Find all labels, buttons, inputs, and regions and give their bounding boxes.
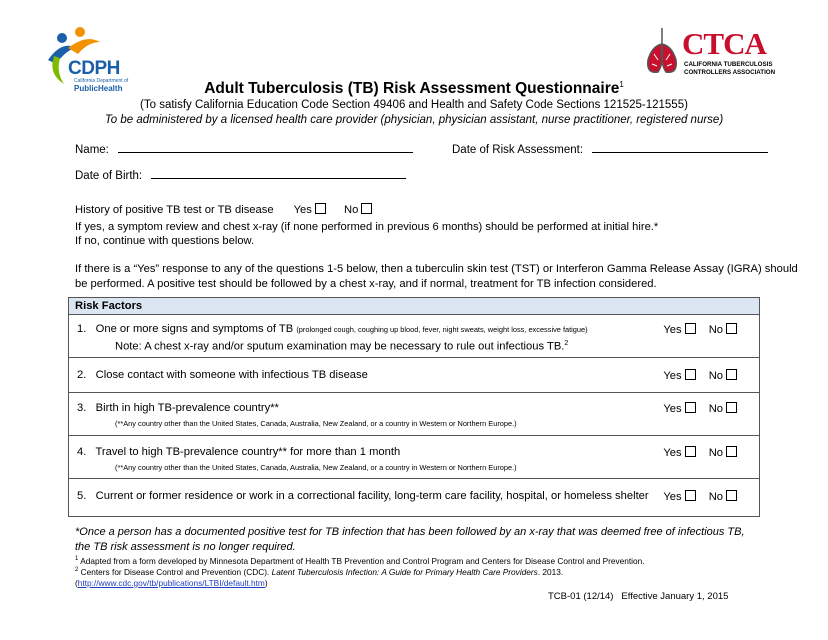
dob-input-line[interactable] [151, 167, 406, 179]
asterisk-note-line1: *Once a person has a documented positive test for TB infection that has been followed by an x-ray that was deemed free of infectious TB, [75, 526, 745, 538]
risk-row-4-no-checkbox[interactable] [726, 446, 737, 457]
risk-row-1-yes-label: Yes [663, 324, 682, 336]
title-footnote-mark: 1 [619, 80, 624, 89]
risk-row-5-yes-checkbox[interactable] [685, 490, 696, 501]
risk-row-4-note: (**Any country other than the United States, Canada, Australia, New Zealand, or a country in Western or Northern Europe.) [115, 463, 517, 472]
cdph-logo-text: CDPH [68, 58, 120, 79]
risk-row-1-yes-checkbox[interactable] [685, 323, 696, 334]
date-assessment-label: Date of Risk Assessment: [452, 144, 584, 156]
risk-row-5-no-checkbox[interactable] [726, 490, 737, 501]
date-assessment-input-line[interactable] [592, 141, 768, 153]
risk-row-3-yes-label: Yes [663, 403, 682, 415]
risk-row-3-yes-checkbox[interactable] [685, 402, 696, 413]
risk-row-1-label: One or more signs and symptoms of TB [95, 323, 294, 335]
footnote-2 [75, 567, 563, 577]
history-label: History of positive TB test or TB disease [75, 204, 274, 216]
risk-row-5-text [77, 490, 649, 502]
risk-row-2-answer [663, 369, 737, 382]
dob-field [75, 167, 406, 182]
dob-label: Date of Birth: [75, 170, 143, 182]
risk-row-5-no-label: No [708, 491, 723, 503]
risk-row-1-note [115, 340, 568, 353]
risk-row-2-yes-checkbox[interactable] [685, 369, 696, 380]
risk-row-3-no-checkbox[interactable] [726, 402, 737, 413]
risk-row-1-text [77, 323, 588, 335]
footnote-2-source: Centers for Disease Control and Prevention (CDC). [80, 567, 270, 577]
risk-row-1-no-label: No [708, 324, 723, 336]
risk-row-5-label: Current or former residence or work in a correctional facility, long-term care facility, hospital, or homeless shelter [95, 490, 649, 502]
risk-row-1-answer [663, 323, 737, 336]
risk-row-3-num: 3. [77, 402, 87, 414]
risk-row-4-num: 4. [77, 446, 87, 458]
risk-row-2-label: Close contact with someone with infectious TB disease [95, 369, 368, 381]
lungs-icon [642, 24, 684, 80]
date-assessment-field [452, 141, 768, 156]
title-text: Adult Tuberculosis (TB) Risk Assessment Questionnaire [204, 80, 620, 98]
history-yes-label: Yes [293, 204, 312, 216]
name-input-line[interactable] [118, 141, 413, 153]
risk-row-2-no-label: No [708, 370, 723, 382]
risk-row-3-no-label: No [708, 403, 723, 415]
risk-row-2-no-checkbox[interactable] [726, 369, 737, 380]
footnote-1 [75, 556, 645, 566]
risk-row-2-text [77, 369, 368, 381]
subtitle-administered-by: To be administered by a licensed health care provider (physician, physician assistant, nurse practitioner, registered nurse) [104, 114, 724, 126]
risk-row-4-yes-checkbox[interactable] [685, 446, 696, 457]
footnote-2-link-close: ) [264, 578, 268, 588]
instructions-line2: be performed. A positive test should be followed by a chest x-ray, and if normal, treatment for TB infection considered. [75, 278, 657, 290]
ctca-logo-sub2: CONTROLLERS ASSOCIATION [684, 69, 776, 76]
risk-row-4-no-label: No [708, 447, 723, 459]
name-field [75, 141, 413, 156]
ctca-logo-sub1: CALIFORNIA TUBERCULOSIS [684, 61, 773, 68]
risk-row-4-answer [663, 446, 737, 459]
risk-row-3-note: (**Any country other than the United States, Canada, Australia, New Zealand, or a country in Western or Northern Europe.) [115, 419, 517, 428]
risk-row-1 [69, 315, 759, 358]
risk-row-1-note-mark: 2 [564, 340, 569, 347]
risk-row-3-text [77, 402, 279, 414]
footnote-2-publication: Latent Tuberculosis Infection: A Guide for Primary Health Care Providers [271, 567, 538, 577]
ctca-logo-text: CTCA [682, 26, 766, 61]
risk-row-5-answer [663, 490, 737, 503]
risk-row-1-no-checkbox[interactable] [726, 323, 737, 334]
footnote-2-link-line [75, 578, 268, 588]
cdc-ltbi-link[interactable]: http://www.cdc.gov/tb/publications/LTBI/default.htm [77, 578, 265, 588]
risk-row-3 [69, 393, 759, 436]
subtitle-legal: (To satisfy California Education Code Section 49406 and Health and Safety Code Sections 121525-121555) [140, 99, 688, 111]
footnote-1-mark: 1 [75, 556, 79, 563]
risk-row-1-detail: (prolonged cough, coughing up blood, fever, night sweats, weight loss, excessive fatigue) [296, 325, 588, 334]
footnote-2-mark: 2 [75, 567, 79, 574]
cdph-logo-sub1: California Department of [74, 78, 129, 84]
risk-factors-table [68, 297, 760, 517]
risk-row-4 [69, 436, 759, 479]
risk-factors-header [69, 298, 759, 315]
risk-row-5-num: 5. [77, 490, 87, 502]
asterisk-note-line2: the TB risk assessment is no longer required. [75, 541, 296, 553]
risk-row-4-text [77, 446, 400, 458]
risk-row-1-num: 1. [77, 323, 87, 335]
risk-row-2-yes-label: Yes [663, 370, 682, 382]
footnote-1-text: Adapted from a form developed by Minnesota Department of Health TB Prevention and Control Program and Centers for Disease Control and Prevention. [80, 556, 645, 566]
instructions-line1: If there is a “Yes” response to any of the questions 1-5 below, then a tuberculin skin test (TST) or Interferon Gamma Release Assay (IGRA) should [75, 263, 798, 275]
form-id: TCB-01 (12/14) Effective January 1, 2015 [548, 591, 729, 602]
name-label: Name: [75, 144, 109, 156]
footnote-2-year: . 2013. [537, 567, 564, 577]
ctca-logo [642, 24, 792, 80]
risk-row-4-yes-label: Yes [663, 447, 682, 459]
risk-row-2 [69, 358, 759, 393]
cdph-logo-sub2: PublicHealth [74, 84, 123, 93]
history-no-instruction: If no, continue with questions below. [75, 235, 255, 247]
footnote-2-link-open: ( [75, 578, 78, 588]
risk-row-1-note-text: Note: A chest x-ray and/or sputum examination may be necessary to rule out infectious TB. [115, 340, 565, 353]
history-yes-instruction: If yes, a symptom review and chest x-ray (if none performed in previous 6 months) should be performed at initial hire.* [75, 221, 659, 233]
history-no-checkbox[interactable] [361, 203, 372, 214]
risk-row-3-label: Birth in high TB-prevalence country** [95, 402, 279, 414]
risk-row-2-num: 2. [77, 369, 87, 381]
risk-factors-header-text: Risk Factors [75, 300, 143, 312]
risk-row-5 [69, 479, 759, 515]
risk-row-3-answer [663, 402, 737, 415]
history-no-label: No [344, 204, 359, 216]
history-yes-checkbox[interactable] [315, 203, 326, 214]
risk-row-4-label: Travel to high TB-prevalence country** for more than 1 month [95, 446, 401, 458]
risk-row-5-yes-label: Yes [663, 491, 682, 503]
page-title [0, 80, 828, 98]
history-question [75, 203, 372, 218]
